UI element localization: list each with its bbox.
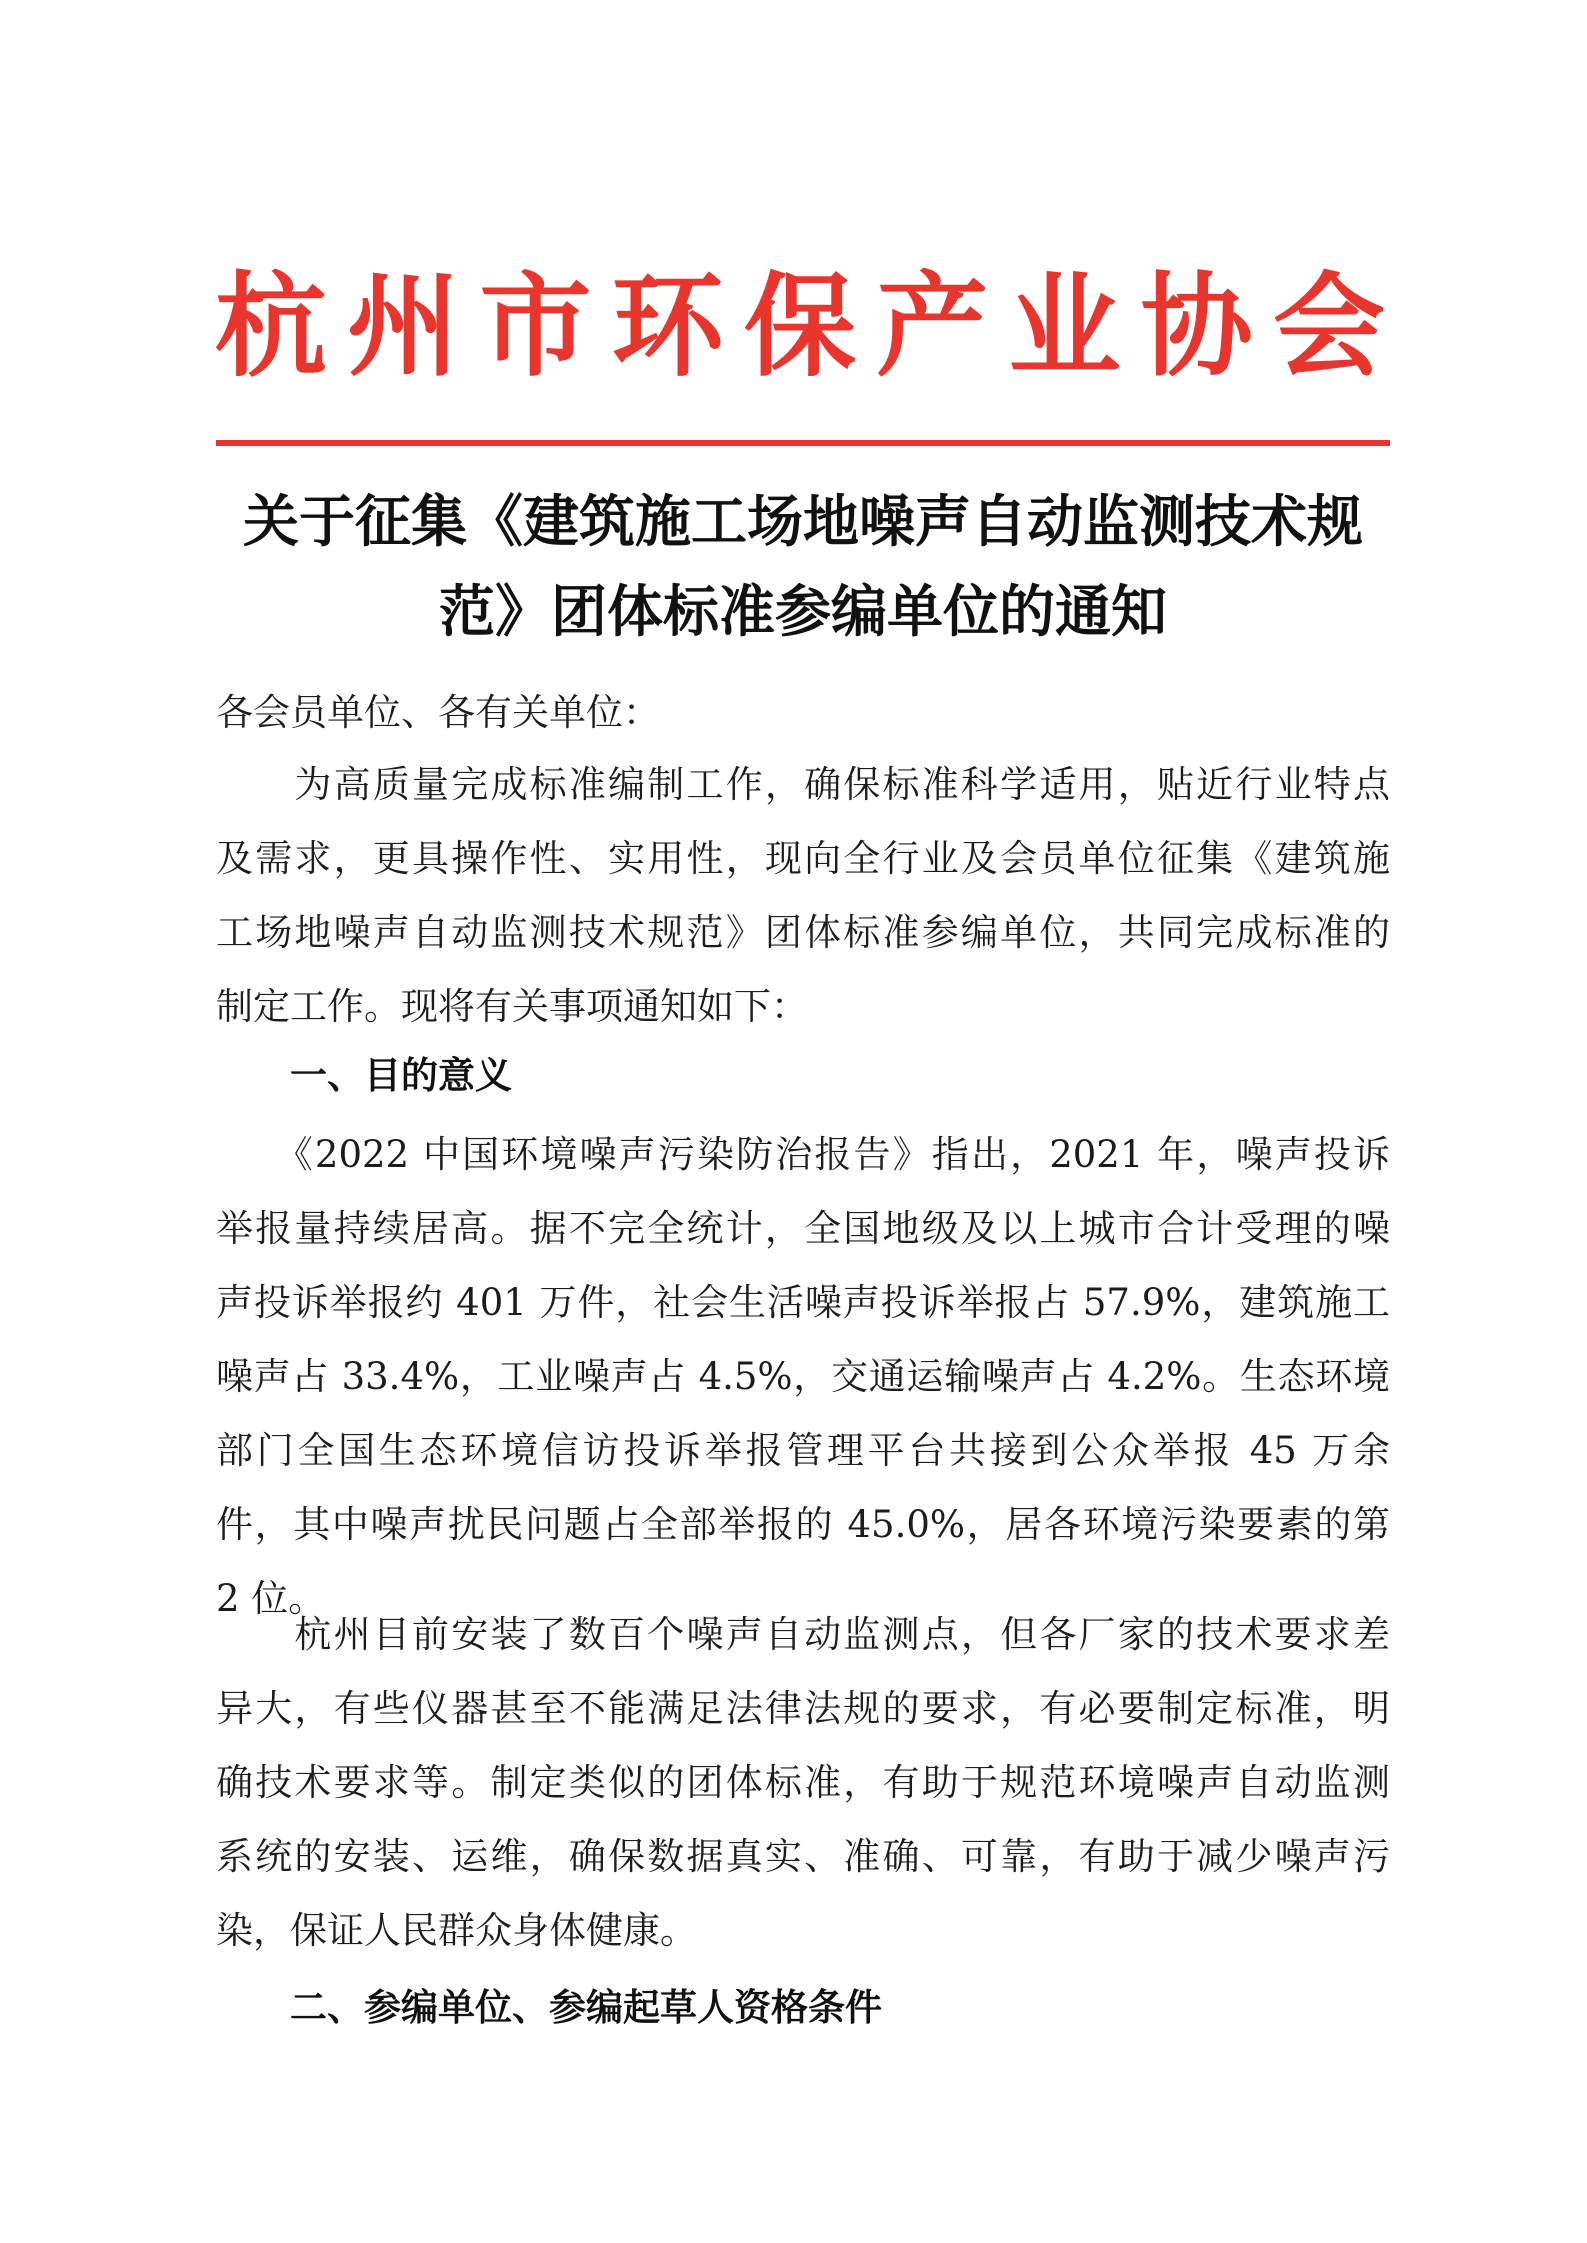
letterhead-char: 环 xyxy=(611,261,724,392)
letterhead-org-name xyxy=(215,262,1385,392)
intro-paragraph xyxy=(216,748,1390,1044)
paragraph-line: 举报量持续居高。据不完全统计，全国地级及以上城市合计受理的噪 xyxy=(216,1207,1390,1250)
paragraph-line: 及需求，更具操作性、实用性，现向全行业及会员单位征集《建筑施 xyxy=(216,837,1390,880)
paragraph-line: 部门全国生态环境信访投诉举报管理平台共接到公众举报 45 万余 xyxy=(216,1429,1390,1472)
salutation: 各会员单位、各有关单位： xyxy=(216,691,660,734)
letterhead-red-rule xyxy=(216,440,1390,446)
paragraph-line: 声投诉举报约 401 万件，社会生活噪声投诉举报占 57.9%，建筑施工 xyxy=(216,1281,1390,1324)
letterhead-char: 州 xyxy=(347,261,460,392)
hangzhou-paragraph xyxy=(216,1598,1390,1968)
paragraph-line: 2 位。 xyxy=(216,1577,326,1620)
paragraph-line: 系统的安装、运维，确保数据真实、准确、可靠，有助于减少噪声污 xyxy=(216,1835,1390,1878)
letterhead-char: 协 xyxy=(1140,261,1253,392)
paragraph-line: 染，保证人民群众身体健康。 xyxy=(216,1909,697,1952)
paragraph-line: 《2022 中国环境噪声污染防治报告》指出，2021 年，噪声投诉 xyxy=(216,1133,1390,1176)
paragraph-line: 制定工作。现将有关事项通知如下： xyxy=(216,985,808,1028)
document-title-line: 范》团体标准参编单位的通知 xyxy=(439,580,1167,645)
section-heading-qualifications: 二、参编单位、参编起草人资格条件 xyxy=(290,1986,882,2029)
paragraph-line: 异大，有些仪器甚至不能满足法律法规的要求，有必要制定标准，明 xyxy=(216,1687,1390,1730)
letterhead-char: 杭 xyxy=(215,261,327,392)
paragraph-line: 件，其中噪声扰民问题占全部举报的 45.0%，居各环境污染要素的第 xyxy=(216,1503,1390,1546)
paragraph-line: 确技术要求等。制定类似的团体标准，有助于规范环境噪声自动监测 xyxy=(216,1761,1390,1804)
statistics-paragraph xyxy=(216,1118,1390,1636)
paragraph-line: 工场地噪声自动监测技术规范》团体标准参编单位，共同完成标准的 xyxy=(216,911,1390,954)
section-heading-purpose: 一、目的意义 xyxy=(290,1054,512,1097)
letterhead-char: 市 xyxy=(479,261,592,392)
paragraph-line: 杭州目前安装了数百个噪声自动监测点，但各厂家的技术要求差 xyxy=(216,1613,1390,1656)
letterhead-char: 业 xyxy=(1008,261,1121,392)
letterhead-char: 产 xyxy=(876,261,989,392)
letterhead-char: 会 xyxy=(1273,261,1385,392)
paragraph-line: 噪声占 33.4%，工业噪声占 4.5%，交通运输噪声占 4.2%。生态环境 xyxy=(216,1355,1390,1398)
document-title xyxy=(216,478,1390,658)
document-title-line: 关于征集《建筑施工场地噪声自动监测技术规 xyxy=(243,490,1363,555)
paragraph-line: 为高质量完成标准编制工作，确保标准科学适用，贴近行业特点 xyxy=(216,763,1390,806)
letterhead-char: 保 xyxy=(744,261,856,392)
